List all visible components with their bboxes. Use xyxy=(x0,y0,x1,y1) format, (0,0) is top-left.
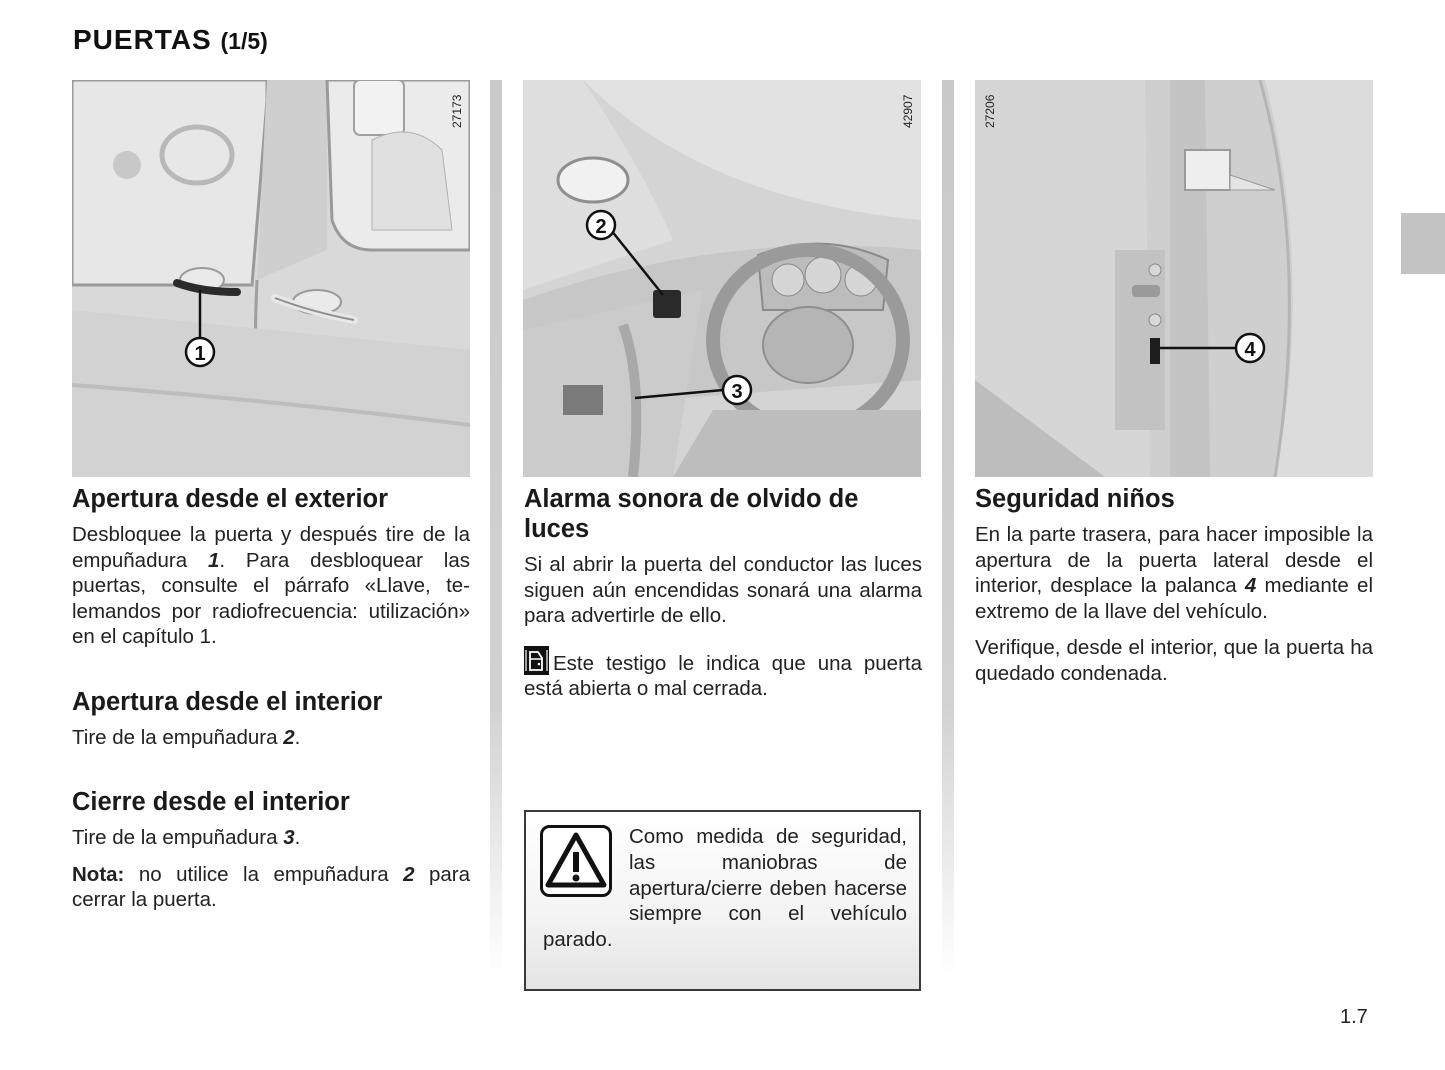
section-heading-child-safety: Seguridad niños xyxy=(975,485,1175,513)
section-heading-close: Cierre desde el interior xyxy=(72,788,350,816)
paragraph-verify: Verifique, desde el interior, que la puerta ha quedado condenada. xyxy=(975,636,1373,685)
warning-text: Como medida de seguridad, las maniobras de apertura/cierre deben hacerse siempre con el vehículo parado. xyxy=(543,825,907,952)
figure-id: 27206 xyxy=(983,94,997,128)
title-part: (1/5) xyxy=(220,28,268,54)
callout-1: 1 xyxy=(194,343,206,365)
title-text: PUERTAS xyxy=(73,24,212,55)
page-title xyxy=(73,24,268,56)
page-number: 1.7 xyxy=(1340,1006,1368,1028)
column-divider xyxy=(942,80,954,975)
column-1 xyxy=(72,484,470,913)
column-2 xyxy=(524,484,922,702)
callout-3: 3 xyxy=(731,381,743,403)
paragraph-close: Tire de la empuñadura 3. xyxy=(72,826,301,849)
callout-2: 2 xyxy=(595,216,607,238)
section-heading-interior: Apertura desde el interior xyxy=(72,687,383,716)
paragraph-exterior: Desbloquee la puerta y después tire de la empuñadura 1. Para desbloquear las puertas, consulte el párrafo «Llave, telemandos por radiofrecuencia: utilización» en el capítulo 1. xyxy=(72,523,470,648)
figure-id: 27173 xyxy=(450,94,464,128)
section-heading-exterior: Apertura desde el exterior xyxy=(72,485,389,513)
paragraph-indicator: Este testigo le indica que una puerta está abierta o mal cerrada. xyxy=(524,646,922,702)
figure-child-lock xyxy=(975,80,1373,477)
callout-4: 4 xyxy=(1244,339,1256,361)
safety-warning-box xyxy=(524,810,921,991)
chapter-tab xyxy=(1401,213,1445,274)
figure-id: 42907 xyxy=(901,94,915,128)
section-heading-lights-alarm: Alarma sonora de olvido de luces xyxy=(524,485,859,543)
figure-dashboard xyxy=(523,80,921,477)
paragraph-lights-alarm: Si al abrir la puerta del conductor las luces siguen aún encendidas sonará una alarma para advertirle de ello. xyxy=(524,553,922,627)
figure-exterior-handle xyxy=(72,80,470,477)
column-3 xyxy=(975,484,1373,686)
door-open-warning-icon xyxy=(524,646,549,675)
column-divider xyxy=(490,80,502,975)
paragraph-child-safety: En la parte trasera, para hacer imposible la apertura de la puerta lateral desde el interior, desplace la palanca 4 mediante el extremo de la llave del vehículo. xyxy=(975,523,1373,623)
paragraph-interior: Tire de la empuñadura 2. xyxy=(72,725,301,749)
paragraph-note: Nota: no utilice la empuñadura 2 para cerrar la puerta. xyxy=(72,862,470,911)
